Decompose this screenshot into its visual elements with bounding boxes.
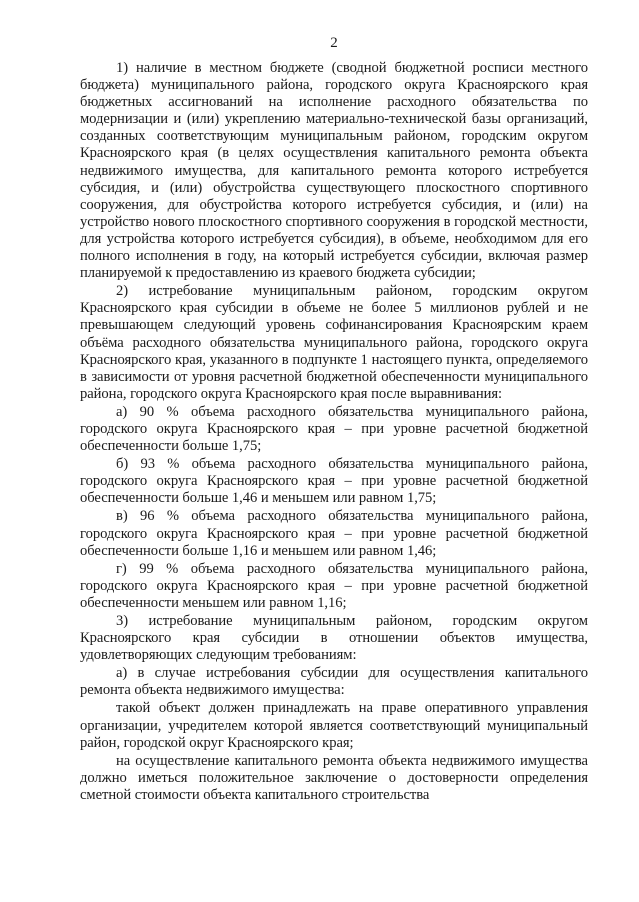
paragraph-item-2: 2) истребование муниципальным районом, городским округом Красноярского края субсидии в объеме не более 5 миллионов рублей и не превышающем следующий уровень софинансирования Красноярским краем объёма расходного обязательства муниципального района, городского округа Красноярского края, указанного в подпункте 1 настоящего пункта, определяемого в зависимости от уровня расчетной бюджетной обеспеченности муниципального района, городского округа Красноярского края после выравнивания: <box>80 283 588 402</box>
paragraph-subitem-a: а) 90 % объема расходного обязательства муниципального района, городского округа Красноярского края – при уровне расчетной бюджетной обеспеченности больше 1,75; <box>80 403 588 455</box>
paragraph-item-3: 3) истребование муниципальным районом, городским округом Красноярского края субсидии в отношении объектов имущества, удовлетворяющих следующим требованиям: <box>80 613 588 664</box>
paragraph-requirement-ownership: такой объект должен принадлежать на праве оперативного управления организации, учредителем которой является соответствующий муниципальный район, городской округ Красноярского края; <box>80 700 588 751</box>
page-number: 2 <box>330 35 338 51</box>
paragraph-item-1: 1) наличие в местном бюджете (сводной бюджетной росписи местного бюджета) муниципального района, городского округа Красноярского края бюджетных ассигнований на исполнение расходного обязательства по модернизации и (или) укреплению материально-технической базы организаций, созданных соответствующим муниципальным районом, городским округом Красноярского края (в целях осуществления капитального ремонта объекта недвижимого имущества, для капитального ремонта которого истребуется субсидия, и (или) обустройства существующего плоскостного спортивного сооружения, для обустройства которого истребуется субсидия, и (или) на устройство нового плоскостного спортивного сооружения в городской местности, для устройства которого истребуется субсидия), в объеме, необходимом для его полного исполнения в году, на который истребуется субсидии, включая размер планируемой к предоставлению из краевого бюджета субсидии; <box>80 60 588 282</box>
paragraph-subitem-g: г) 99 % объема расходного обязательства муниципального района, городского округа Красноярского края – при уровне расчетной бюджетной обеспеченности меньшем или равном 1,16; <box>80 560 588 611</box>
paragraph-item-3a: а) в случае истребования субсидии для осуществления капитального ремонта объекта недвижимого имущества: <box>80 665 588 699</box>
paragraph-subitem-v: в) 96 % объема расходного обязательства муниципального района, городского округа Красноярского края – при уровне расчетной бюджетной обеспеченности больше 1,16 и меньшем или равном 1,46; <box>80 508 588 559</box>
paragraph-requirement-expertise: на осуществление капитального ремонта объекта недвижимого имущества должно иметься положительное заключение о достоверности определения сметной стоимости объекта капитального строительства <box>80 752 588 803</box>
paragraph-subitem-b: б) 93 % объема расходного обязательства муниципального района, городского округа Красноярского края – при уровне расчетной бюджетной обеспеченности больше 1,46 и меньшем или равном 1,75; <box>80 456 588 507</box>
document-page <box>80 34 588 804</box>
